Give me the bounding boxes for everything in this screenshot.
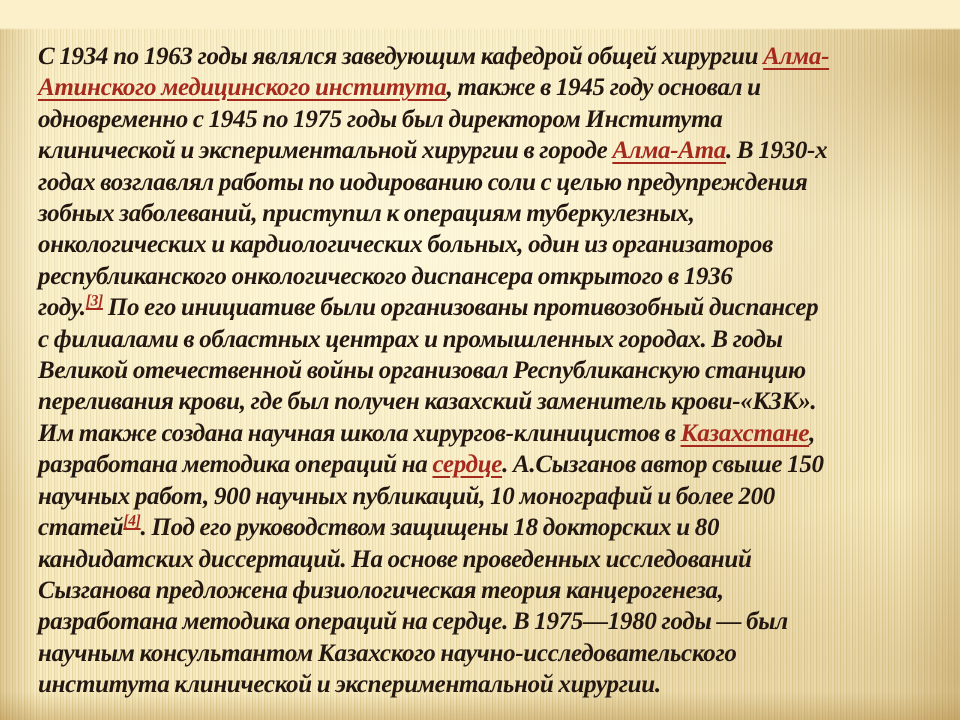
text-line: [38, 355, 953, 386]
text-line: [38, 512, 953, 543]
footnote-link[interactable]: [4]: [123, 512, 141, 530]
text-line: [38, 418, 953, 449]
text-segment: , также в 1945 году основал и: [446, 74, 761, 102]
text-segment: . А.Сызганов автор свыше 150: [502, 451, 824, 479]
biography-text: [38, 41, 953, 701]
inline-link[interactable]: Алма-Ата: [612, 137, 727, 165]
text-segment: кандидатских диссертаций. На основе проведенных исследований: [38, 545, 752, 573]
text-line: [38, 104, 953, 135]
text-line: [38, 575, 953, 606]
text-segment: По его инициативе были организованы противозобный диспансер: [102, 294, 819, 322]
text-segment: института клинической и экспериментальной хирургии.: [38, 671, 661, 699]
text-segment: переливания крови, где был получен казахский заменитель крови-«КЗК».: [38, 388, 817, 416]
text-line: [38, 386, 953, 417]
text-segment: статей: [38, 514, 124, 542]
text-line: [38, 606, 953, 637]
text-line: [38, 41, 953, 72]
text-segment: Им также создана научная школа хирургов-клиницистов в: [38, 419, 681, 447]
text-line: [38, 669, 953, 700]
footnote-link[interactable]: [3]: [85, 292, 103, 310]
text-segment: Великой отечественной войны организовал Республиканскую станцию: [38, 357, 806, 385]
text-line: [38, 544, 953, 575]
text-segment: разработана методика операций на сердце. В 1975—1980 годы — был: [38, 608, 788, 636]
text-line: [38, 261, 953, 292]
text-segment: научных работ, 900 научных публикаций, 10 монографий и более 200: [38, 482, 775, 510]
inline-link[interactable]: Казахстане: [680, 419, 810, 447]
text-segment: Сызганова предложена физиологическая теория канцерогенеза,: [38, 576, 724, 604]
text-segment: году.: [38, 294, 86, 322]
inline-link[interactable]: Атинского медицинского института: [38, 74, 447, 102]
text-line: [38, 449, 953, 480]
text-segment: одновременно с 1945 по 1975 годы был директором Института: [38, 105, 723, 133]
text-segment: . Под его руководством защищены 18 докторских и 80: [140, 514, 720, 542]
text-segment: клинической и экспериментальной хирургии в городе: [38, 137, 613, 165]
text-segment: разработана методика операций на: [38, 451, 433, 479]
text-line: [38, 481, 953, 512]
text-segment: республиканского онкологического диспансера открытого в 1936: [38, 262, 733, 290]
text-line: [38, 198, 953, 229]
text-line: [38, 638, 953, 669]
text-segment: ,: [809, 419, 816, 447]
inline-link[interactable]: сердце: [432, 451, 503, 479]
text-segment: онкологических и кардиологических больных, один из организаторов: [38, 231, 773, 259]
text-line: [38, 229, 953, 260]
inline-link[interactable]: Алма-: [763, 43, 830, 70]
text-line: [38, 167, 953, 198]
text-line: [38, 135, 953, 166]
text-segment: зобных заболеваний, приступил к операциям туберкулезных,: [38, 200, 695, 228]
text-line: [38, 324, 953, 355]
text-segment: научным консультантом Казахского научно-исследовательского: [38, 639, 737, 667]
text-segment: . В 1930-х: [726, 137, 828, 165]
text-line: [38, 292, 953, 323]
text-segment: годах возглавлял работы по иодированию соли с целью предупреждения: [38, 168, 808, 196]
text-line: [38, 72, 953, 103]
text-segment: с филиалами в областных центрах и промышленных городах. В годы: [38, 325, 783, 353]
text-segment: С 1934 по 1963 годы являлся заведующим кафедрой общей хирургии: [38, 43, 764, 70]
